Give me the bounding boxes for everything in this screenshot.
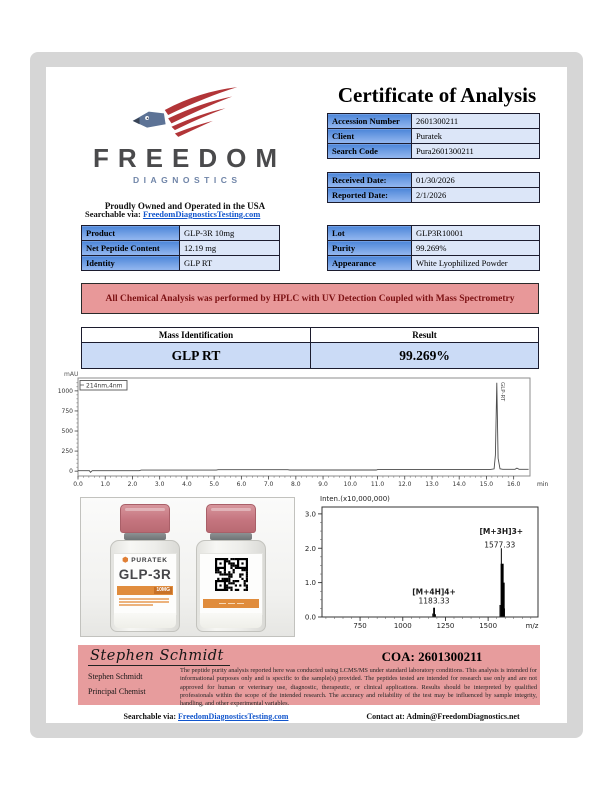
product-value: 12.19 mg: [180, 241, 280, 256]
mass-table-header: Result: [311, 328, 539, 343]
svg-text:5.0: 5.0: [209, 481, 219, 488]
svg-text:[M+4H]4+: [M+4H]4+: [412, 587, 456, 597]
product-value: GLP RT: [180, 256, 280, 271]
svg-text:1500: 1500: [479, 622, 498, 630]
vial-back: [193, 504, 269, 632]
svg-text:250: 250: [61, 448, 73, 456]
lot-value: White Lyophilized Powder: [412, 256, 540, 271]
svg-text:12.0: 12.0: [398, 481, 412, 488]
lot-label: Lot: [328, 226, 412, 241]
product-value: GLP-3R 10mg: [180, 226, 280, 241]
signer-title: Principal Chemist: [88, 687, 146, 696]
footer-search-line: [76, 712, 336, 721]
svg-text:GLP-RT: GLP-RT: [498, 382, 505, 402]
vial-body: [110, 540, 180, 632]
mass-identification-table: [81, 327, 539, 369]
svg-text:1.0: 1.0: [100, 481, 111, 488]
svg-text:min: min: [537, 481, 549, 488]
vial-orange-band: [117, 586, 173, 595]
svg-text:2.0: 2.0: [127, 481, 138, 488]
svg-text:10.0: 10.0: [343, 481, 357, 488]
svg-text:4.0: 4.0: [182, 481, 192, 488]
svg-text:1.0: 1.0: [304, 579, 316, 588]
vial-orange-band: [203, 599, 259, 608]
lot-value: GLP3R10001: [412, 226, 540, 241]
svg-text:214nm,4nm: 214nm,4nm: [86, 382, 123, 390]
product-table: [81, 225, 280, 271]
signature-section: [78, 645, 540, 708]
svg-text:1250: 1250: [436, 622, 455, 630]
svg-text:750: 750: [353, 622, 367, 630]
product-label: Product: [82, 226, 180, 241]
vial-body: [196, 540, 266, 632]
vial-crimp: [124, 533, 166, 540]
search-prefix: Searchable via:: [85, 209, 141, 219]
signature-script: Stephen Schmidt: [88, 648, 230, 666]
footer-search-link[interactable]: FreedomDiagnosticsTesting.com: [178, 712, 289, 721]
vial-cap: [120, 504, 170, 533]
brand-subtitle: DIAGNOSTICS: [132, 175, 242, 185]
lot-value: 99.269%: [412, 241, 540, 256]
svg-text:0.0: 0.0: [73, 481, 83, 488]
vial-brand: PURATEK: [131, 557, 168, 564]
vial-cap: [206, 504, 256, 533]
product-photo: [80, 497, 295, 637]
date-value: 01/30/2026: [412, 173, 540, 188]
info-value: Puratek: [412, 129, 540, 144]
date-label: Reported Date:: [328, 188, 412, 203]
svg-text:1577.33: 1577.33: [484, 540, 516, 550]
header-search-line: [85, 209, 260, 219]
lot-label: Purity: [328, 241, 412, 256]
mass-table-identity: GLP RT: [82, 343, 311, 369]
info-label: Client: [328, 129, 412, 144]
svg-text:0: 0: [69, 468, 73, 476]
info-value: 2601300211: [412, 114, 540, 129]
page-title: Certificate of Analysis: [337, 83, 537, 107]
svg-text:3.0: 3.0: [304, 510, 316, 519]
svg-text:2.0: 2.0: [304, 544, 316, 553]
svg-text:7.0: 7.0: [263, 481, 274, 488]
vial-label-front: [113, 553, 177, 615]
svg-text:9.0: 9.0: [318, 481, 328, 488]
brand-name: FREEDOM: [93, 143, 286, 173]
svg-text:13.0: 13.0: [425, 481, 439, 488]
info-label: Search Code: [328, 144, 412, 159]
svg-text:6.0: 6.0: [236, 481, 247, 488]
date-value: 2/1/2026: [412, 188, 540, 203]
accession-info-table: [327, 113, 540, 159]
hplc-chromatogram: [46, 370, 567, 488]
svg-text:0.0: 0.0: [304, 613, 316, 622]
puratek-hexagon-icon: ⬢: [122, 557, 130, 564]
disclaimer-text: The peptide purity analysis reported here was conducted using LCMS/MS under standard laboratory conditions. This analysis is intended for informational purposes only and is specific to the sample(s) provided. The peptides tested are intended for research use only and are not approved for human or veterinary use, diagnostic, therapeutic, or clinical applications. Results should be interpreted by qualified professionals within the scope of the intended research. The accuracy and reliability of the test may be influenced by sample integrity, handling, and other experimental variables.: [180, 667, 537, 708]
lyophilized-powder: [200, 613, 262, 628]
svg-text:mAU: mAU: [64, 371, 79, 378]
certificate-page: [46, 67, 567, 723]
coa-number: COA: 2601300211: [381, 649, 483, 664]
qr-code: [215, 558, 248, 596]
svg-text:14.0: 14.0: [452, 481, 466, 488]
signer-name: Stephen Schmidt: [88, 672, 143, 681]
footer-search-prefix: Searchable via:: [123, 712, 177, 721]
lot-table: [327, 225, 540, 271]
vial-dose-badge: 10MG: [156, 587, 170, 593]
eagle-flag-icon: [126, 87, 244, 143]
lyophilized-powder: [114, 613, 176, 628]
brand-tagline: Proudly Owned and Operated in the USA: [104, 201, 266, 211]
method-banner: All Chemical Analysis was performed by HPLC with UV Detection Coupled with Mass Spectrometry: [81, 283, 539, 314]
svg-text:m/z: m/z: [525, 622, 539, 630]
svg-text:16.0: 16.0: [506, 481, 521, 488]
mass-spectrum-chart: [296, 491, 556, 633]
vial-label-back: [199, 553, 263, 615]
svg-text:1183.33: 1183.33: [418, 596, 450, 606]
svg-text:500: 500: [61, 428, 73, 436]
dates-table: [327, 172, 540, 203]
vial-fine-print: [117, 598, 173, 606]
date-label: Received Date:: [328, 173, 412, 188]
svg-text:1000: 1000: [393, 622, 412, 630]
vial-product-name: GLP-3R: [118, 567, 172, 582]
mass-table-header: Mass Identification: [82, 328, 311, 343]
svg-text:3.0: 3.0: [154, 481, 165, 488]
svg-text:1000: 1000: [57, 387, 73, 395]
svg-text:Inten.(x10,000,000): Inten.(x10,000,000): [320, 495, 390, 503]
product-label: Identity: [82, 256, 180, 271]
svg-text:11.0: 11.0: [370, 481, 385, 488]
svg-text:8.0: 8.0: [291, 481, 301, 488]
mass-table-result: 99.269%: [311, 343, 539, 369]
lot-label: Appearance: [328, 256, 412, 271]
brand-logo-block: [75, 87, 295, 211]
vial-front: [107, 504, 183, 632]
info-value: Pura2601300211: [412, 144, 540, 159]
footer-contact: Contact at: Admin@FreedomDiagnostics.net: [366, 712, 520, 721]
search-link[interactable]: FreedomDiagnosticsTesting.com: [142, 209, 261, 219]
svg-text:[M+3H]3+: [M+3H]3+: [479, 526, 524, 536]
vial-crimp: [210, 533, 252, 540]
info-label: Accession Number: [328, 114, 412, 129]
product-label: Net Peptide Content: [82, 241, 180, 256]
svg-text:750: 750: [61, 407, 73, 415]
svg-text:15.0: 15.0: [479, 481, 494, 488]
